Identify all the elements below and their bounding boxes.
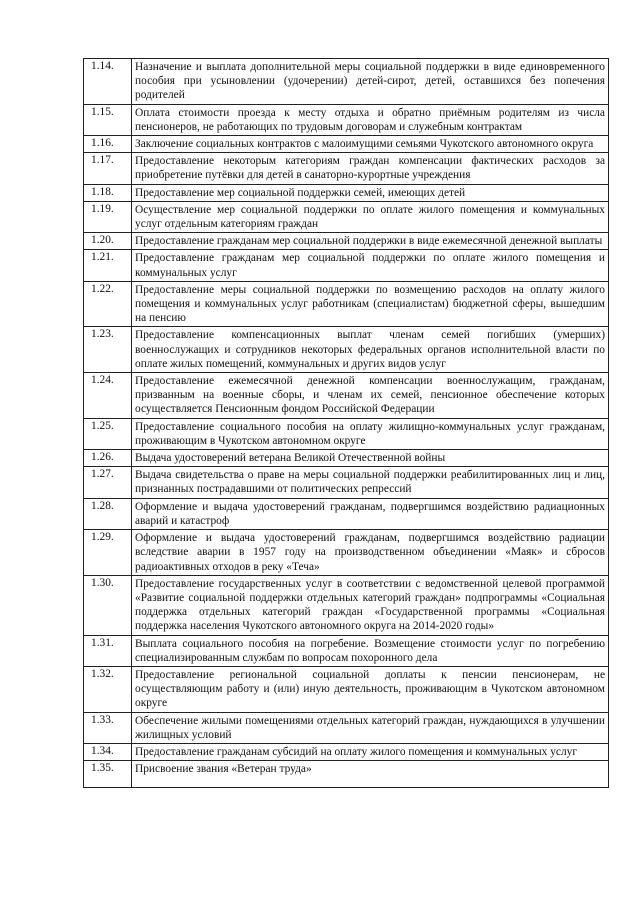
row-number: 1.27. xyxy=(84,467,132,498)
row-number: 1.19. xyxy=(84,201,132,232)
table-row xyxy=(84,635,609,666)
table-row xyxy=(84,761,609,788)
table-row xyxy=(84,327,609,373)
row-number: 1.25. xyxy=(84,418,132,449)
row-number: 1.20. xyxy=(84,233,132,250)
row-text: Обеспечение жилыми помещениями отдельных категорий граждан, нуждающихся в улучшении жилищных условий xyxy=(132,712,609,743)
row-text: Предоставление региональной социальной доплаты к пенсии пенсионерам, не осуществляющим работу и (или) иную деятельность, проживающим в Чукотском автономном округе xyxy=(132,666,609,712)
row-text: Оформление и выдача удостоверений гражданам, подвергшимся воздействию радиационных аварий и катастроф xyxy=(132,498,609,529)
row-number: 1.15. xyxy=(84,104,132,135)
row-text: Предоставление меры социальной поддержки по возмещению расходов на оплату жилого помещения и коммунальных услуг работникам (специалистам) бюджетной сферы, вышедшим на пенсию xyxy=(132,281,609,327)
row-text: Предоставление некоторым категориям граждан компенсации фактических расходов за приобретение путёвки для детей в санаторно-курортные учреждения xyxy=(132,153,609,184)
table-row xyxy=(84,184,609,201)
row-number: 1.17. xyxy=(84,153,132,184)
row-number: 1.35. xyxy=(84,761,132,788)
row-number: 1.18. xyxy=(84,184,132,201)
table-row xyxy=(84,104,609,135)
table-row xyxy=(84,712,609,743)
table-row xyxy=(84,530,609,576)
row-text: Предоставление государственных услуг в соответствии с ведомственной целевой программой «Развитие социальной поддержки отдельных категорий граждан» подпрограммы «Социальная поддержка отдельных категорий граждан «Государственной программы «Социальная поддержка населения Чукотского автономного округа на 2014-2020 годы» xyxy=(132,575,609,635)
row-number: 1.14. xyxy=(84,59,132,105)
row-text: Заключение социальных контрактов с малоимущими семьями Чукотского автономного округа xyxy=(132,136,609,153)
table-row xyxy=(84,666,609,712)
row-number: 1.16. xyxy=(84,136,132,153)
row-text: Предоставление мер социальной поддержки семей, имеющих детей xyxy=(132,184,609,201)
row-text: Выдача удостоверений ветерана Великой Отечественной войны xyxy=(132,450,609,467)
row-text: Оформление и выдача удостоверений гражданам, подвергшимся воздействию радиации вследствие аварии в 1957 году на производственном объединении «Маяк» и сбросов радиоактивных отходов в реку «Теча» xyxy=(132,530,609,576)
table-row xyxy=(84,136,609,153)
table-row xyxy=(84,575,609,635)
row-number: 1.32. xyxy=(84,666,132,712)
row-text: Предоставление компенсационных выплат членам семей погибших (умерших) военнослужащих и сотрудников некоторых федеральных органов исполнительной власти по оплате жилых помещений, коммунальных и других видов услуг xyxy=(132,327,609,373)
row-number: 1.21. xyxy=(84,250,132,281)
table-row xyxy=(84,450,609,467)
row-number: 1.24. xyxy=(84,373,132,419)
row-text: Присвоение звания «Ветеран труда» xyxy=(132,761,609,788)
row-text: Предоставление гражданам субсидий на оплату жилого помещения и коммунальных услуг xyxy=(132,743,609,760)
row-number: 1.34. xyxy=(84,743,132,760)
table-row xyxy=(84,467,609,498)
table-row xyxy=(84,250,609,281)
row-number: 1.22. xyxy=(84,281,132,327)
row-text: Выдача свидетельства о праве на меры социальной поддержки реабилитированных лиц и лиц, признанных пострадавшими от политических репрессий xyxy=(132,467,609,498)
services-table xyxy=(83,58,609,788)
table-row xyxy=(84,233,609,250)
row-number: 1.33. xyxy=(84,712,132,743)
row-text: Предоставление социального пособия на оплату жилищно-коммунальных услуг гражданам, проживающим в Чукотском автономном округе xyxy=(132,418,609,449)
row-text: Предоставление гражданам мер социальной поддержки в виде ежемесячной денежной выплаты xyxy=(132,233,609,250)
row-text: Осуществление мер социальной поддержки по оплате жилого помещения и коммунальных услуг отдельным категориям граждан xyxy=(132,201,609,232)
table-row xyxy=(84,153,609,184)
table-row xyxy=(84,743,609,760)
row-number: 1.26. xyxy=(84,450,132,467)
table-row xyxy=(84,418,609,449)
table-row xyxy=(84,281,609,327)
table-row xyxy=(84,201,609,232)
row-number: 1.29. xyxy=(84,530,132,576)
table-row xyxy=(84,373,609,419)
row-text: Выплата социального пособия на погребение. Возмещение стоимости услуг по погребению специализированным службам по вопросам похоронного дела xyxy=(132,635,609,666)
table-row xyxy=(84,59,609,105)
row-text: Предоставление ежемесячной денежной компенсации военнослужащим, гражданам, призванным на военные сборы, и членам их семей, пенсионное обеспечение которых осуществляется Пенсионным фондом Российской Федерации xyxy=(132,373,609,419)
row-text: Предоставление гражданам мер социальной поддержки по оплате жилого помещения и коммунальных услуг xyxy=(132,250,609,281)
row-number: 1.28. xyxy=(84,498,132,529)
row-number: 1.30. xyxy=(84,575,132,635)
table-row xyxy=(84,498,609,529)
row-text: Назначение и выплата дополнительной меры социальной поддержки в виде единовременного пособия при усыновлении (удочерении) детей-сирот, детей, оставшихся без попечения родителей xyxy=(132,59,609,105)
row-text: Оплата стоимости проезда к месту отдыха и обратно приёмным родителям из числа пенсионеров, не работающих по трудовым договорам и служебным контрактам xyxy=(132,104,609,135)
row-number: 1.23. xyxy=(84,327,132,373)
row-number: 1.31. xyxy=(84,635,132,666)
